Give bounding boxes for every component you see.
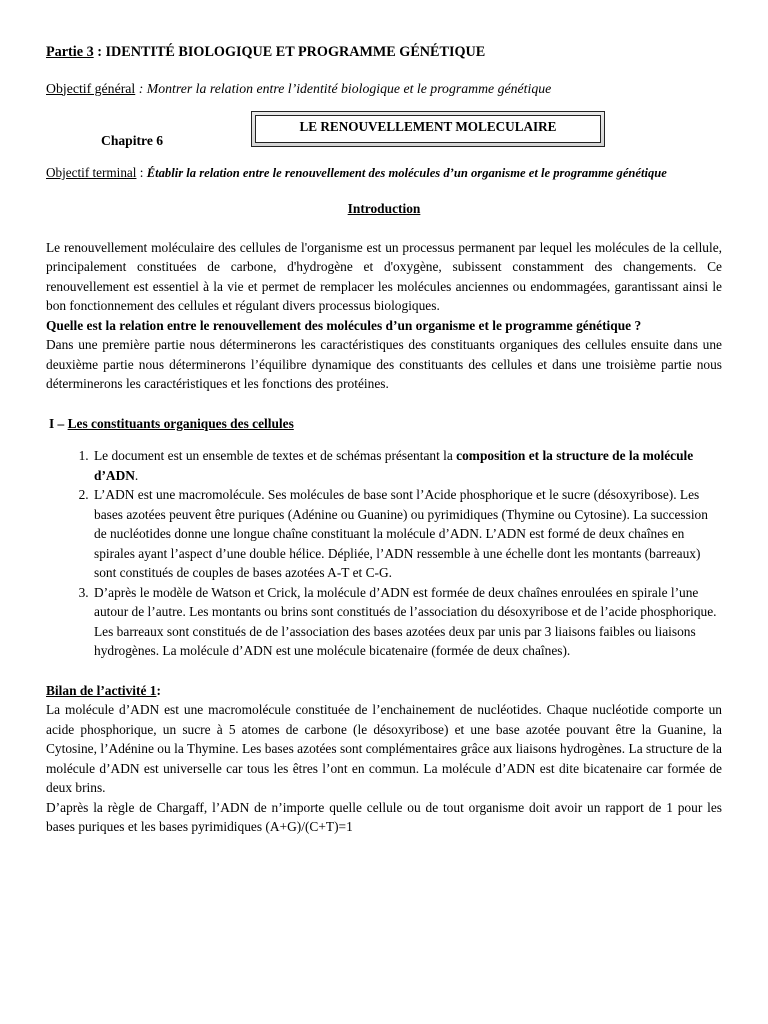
part-title: IDENTITÉ BIOLOGIQUE ET PROGRAMME GÉNÉTIQUE bbox=[105, 44, 486, 60]
chapter-label: Chapitre 6 bbox=[101, 133, 164, 148]
general-objective-text: Montrer la relation entre l’identité biologique et le programme génétique bbox=[146, 80, 552, 96]
part-heading bbox=[46, 43, 722, 63]
activity-list bbox=[46, 446, 722, 661]
general-objective-separator: : bbox=[135, 80, 147, 96]
summary-colon: : bbox=[156, 682, 161, 698]
list-item-bold: composition et la structure de la molécule d’ADN bbox=[94, 448, 694, 483]
introduction-plan: Dans une première partie nous déterminerons les caractéristiques des constituants organiques des cellules ensuite dans une deuxième partie nous déterminerons l’équilibre dynamique des constituants des cellules et dans une troisième partie nous déterminerons les caractéristiques et les fonctions des protéines. bbox=[46, 337, 722, 391]
document-page bbox=[46, 40, 722, 837]
list-item-text: L’ADN est une macromolécule. Ses molécules de base sont l’Acide phosphorique et le sucre (désoxyribose). Les bases azotées peuvent être puriques (Adénine ou Guanine) ou pyrimidiques (Thymine ou Cytosine). La succession de nucléotides donne une longue chaîne constituant la molécule d’ADN. L’ADN est formé de deux chaînes en spirales ayant l’aspect d’une double hélice. Dépliée, l’ADN ressemble à une échelle dont les montants (barreaux) sont constitués de couples de bases azotées A-T et C-G. bbox=[94, 487, 708, 580]
general-objective-label: Objectif général bbox=[46, 80, 136, 96]
terminal-objective-separator: : bbox=[136, 165, 147, 180]
introduction-body bbox=[46, 238, 722, 394]
chapter-row bbox=[46, 111, 722, 159]
list-item bbox=[92, 583, 722, 661]
summary-heading bbox=[46, 681, 722, 701]
section-title: Les constituants organiques des cellules bbox=[67, 415, 294, 431]
part-separator: : bbox=[93, 44, 106, 60]
chargaff-rule: D’après la règle de Chargaff, l’ADN de n’importe quelle cellule ou de tout organisme doit avoir un rapport de 1 pour les bases puriques et les bases pyrimidiques (A+G)/(C+T)=1 bbox=[46, 799, 722, 834]
list-item bbox=[92, 446, 722, 485]
problem-question: Quelle est la relation entre le renouvellement des molécules d’un organisme et le programme génétique ? bbox=[46, 317, 642, 333]
terminal-objective bbox=[46, 165, 722, 181]
list-item bbox=[92, 485, 722, 583]
list-item-end: . bbox=[134, 467, 139, 483]
general-objective bbox=[46, 79, 722, 99]
summary-paragraph: La molécule d’ADN est une macromolécule constituée de l’enchainement de nucléotides. Chaque nucléotide comporte un acide phosphorique, un sucre à 5 atomes de carbone (le désoxyribose) et une base azotée pouvant être la Guanine, la Cytosine, l’Adénine ou la Thymine. Les bases azotées sont complémentaires grâce aux liaisons hydrogènes. La structure de la molécule d’ADN est universelle car tous les êtres l’ont en commun. La molécule d’ADN est dite bicatenaire car formée de deux brins. bbox=[46, 702, 722, 795]
part-label: Partie 3 bbox=[46, 44, 94, 60]
terminal-objective-label: Objectif terminal bbox=[46, 165, 137, 180]
terminal-objective-text: Établir la relation entre le renouvellement des molécules d’un organisme et le programme génétique bbox=[146, 166, 667, 180]
section-heading bbox=[46, 414, 722, 434]
list-item-text: Le document est un ensemble de textes et de schémas présentant la bbox=[94, 448, 457, 463]
introduction-heading: Introduction bbox=[347, 201, 421, 216]
chapter-title-frame bbox=[251, 111, 605, 147]
section-number: I – bbox=[49, 415, 68, 431]
summary-title: Bilan de l’activité 1 bbox=[46, 682, 157, 698]
introduction-paragraph: Le renouvellement moléculaire des cellules de l'organisme est un processus permanent par lequel les molécules de la cellule, principalement constituées de carbone, d'hydrogène et d'oxygène, subissent constamment des changements. Ce renouvellement est essentiel à la vie et permet de remplacer les molécules anciennes ou endommagées, garantissant ainsi le bon fonctionnement des cellules et régulant divers processus biologiques. bbox=[46, 239, 722, 313]
chapter-title: LE RENOUVELLEMENT MOLECULAIRE bbox=[255, 115, 601, 143]
list-item-text: D’après le modèle de Watson et Crick, la molécule d’ADN est formée de deux chaînes enroulées en spirale l’une autour de l’autre. Les montants ou brins sont constitués de l’association du désoxyribose et de l’acide phosphorique. Les barreaux sont constitués de de l’association des bases azotées deux par unis par 3 liaisons faibles ou liaisons hydrogènes. La molécule d’ADN est une molécule bicatenaire (formée de deux chaînes). bbox=[94, 584, 717, 658]
